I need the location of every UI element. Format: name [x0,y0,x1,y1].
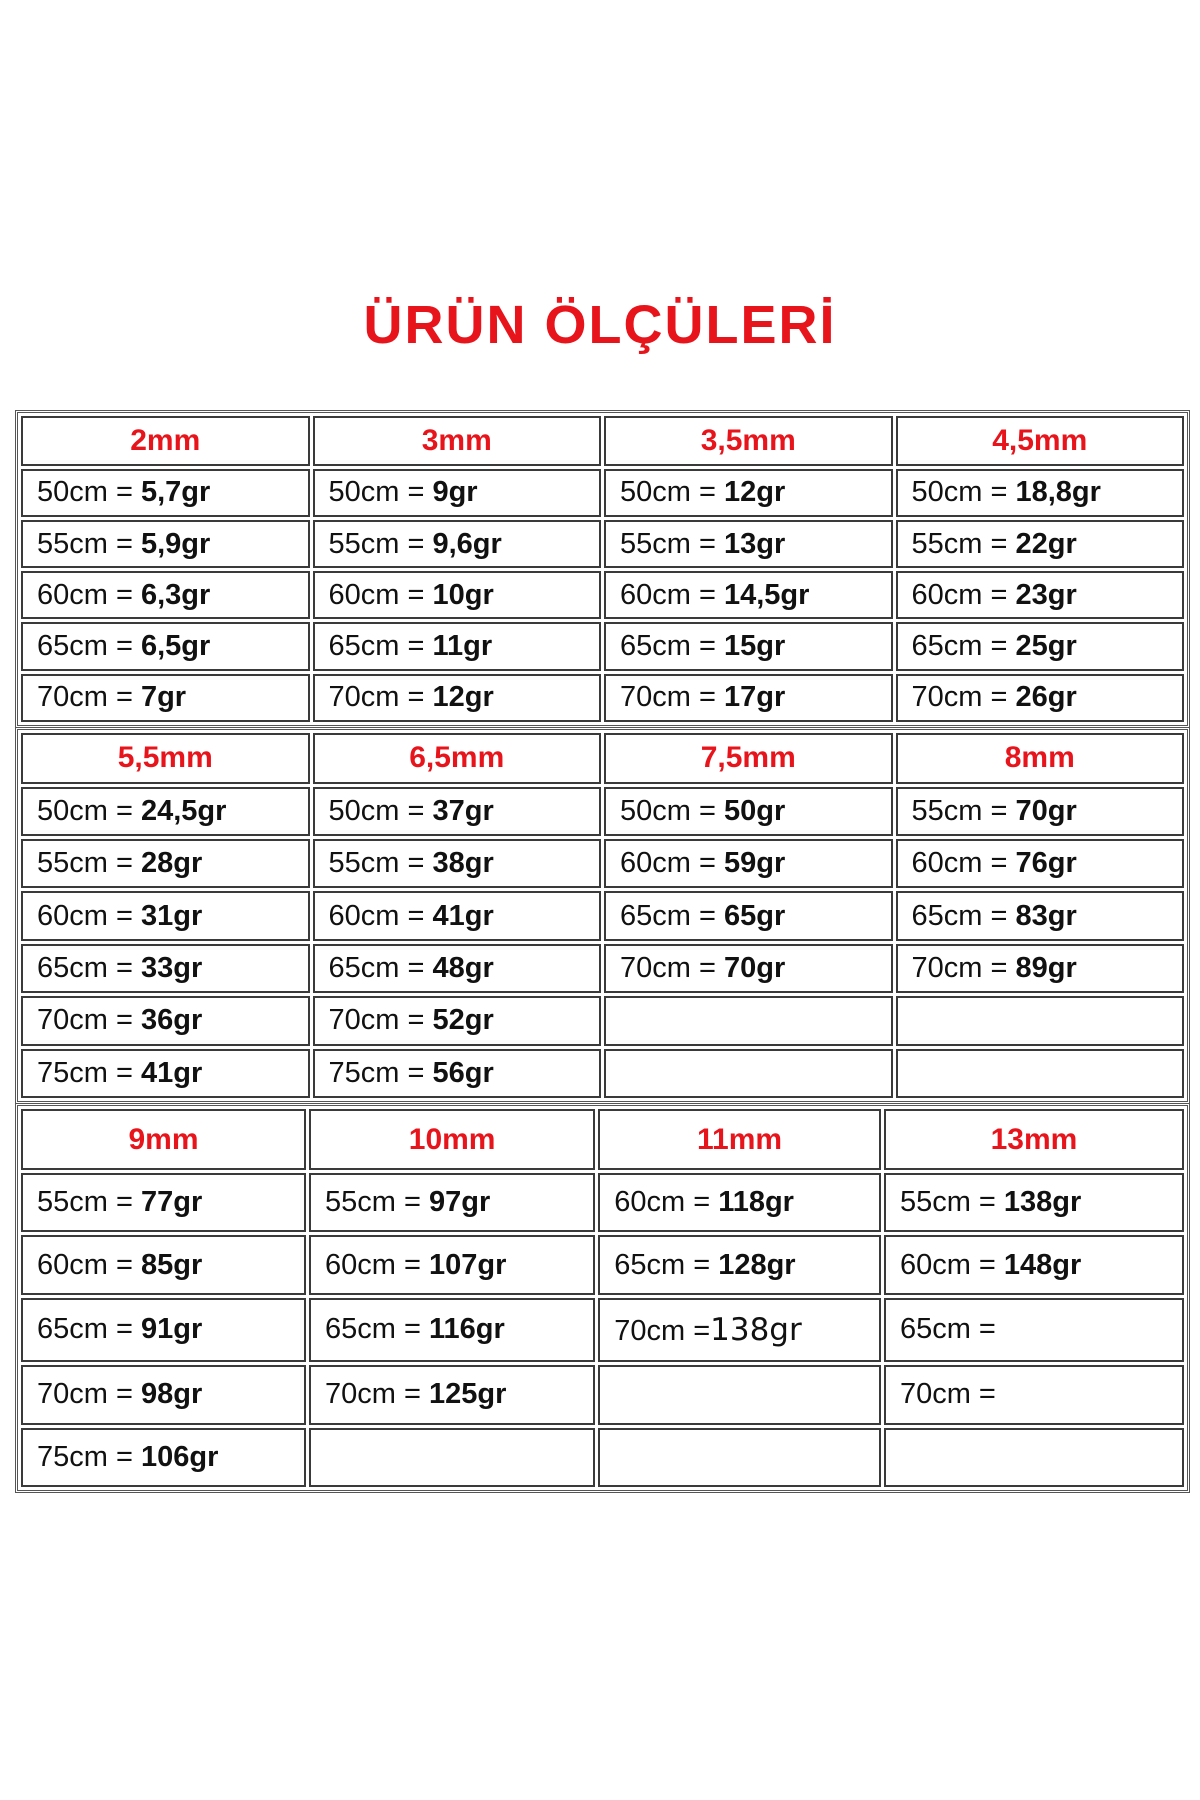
size-table-section-1 [15,410,1190,728]
weight-value: 138gr [1003,1186,1082,1219]
table-cell [21,944,310,993]
thickness-header: 4,5mm [896,416,1185,466]
length-label: 70cm = [37,1378,141,1411]
table-cell [598,1365,881,1424]
table-cell [313,674,602,722]
table-cell [309,1365,595,1424]
table-cell [896,571,1185,619]
table-row [21,891,1184,940]
table-cell [604,571,893,619]
length-label: 70cm = [911,952,1016,985]
thickness-header: 6,5mm [313,733,602,784]
length-label: 70cm = [911,681,1016,714]
length-label: 55cm = [899,1186,1004,1219]
weight-value: 23gr [1015,578,1077,611]
length-label: 70cm = [37,1004,141,1037]
length-label: 60cm = [620,847,724,880]
length-label: 60cm = [328,578,433,611]
weight-value: 148gr [1003,1248,1082,1281]
weight-value: 70gr [723,952,786,985]
length-label: 75cm = [37,1056,141,1089]
length-label: 70cm = [620,681,724,714]
weight-value: 41gr [432,899,494,932]
table-header-row [21,1109,1184,1170]
length-label: 60cm = [620,578,724,611]
weight-value: 18,8gr [1015,476,1101,509]
weight-value: 125gr [429,1378,507,1411]
table-row [21,944,1184,993]
length-label: 65cm = [328,952,433,985]
table-row [21,787,1184,836]
length-label: 70cm = [328,1004,433,1037]
page-title: ÜRÜN ÖLÇÜLERİ [363,295,837,355]
weight-value: 17gr [723,681,786,714]
length-label: 65cm = [911,630,1016,663]
length-label: 55cm = [911,794,1016,827]
weight-value: 37gr [432,794,494,827]
weight-value: 89gr [1015,952,1077,985]
table-cell [604,622,893,670]
table-cell [896,944,1185,993]
table-row [21,1365,1184,1424]
table-cell [598,1298,881,1362]
table-cell [604,944,893,993]
weight-value: 48gr [432,952,494,985]
table-cell [604,674,893,722]
length-label: 55cm = [37,847,141,880]
weight-value: 83gr [1015,899,1077,932]
weight-value: 138gr [710,1311,802,1348]
weight-value: 38gr [432,847,494,880]
table-cell [21,1173,306,1232]
table-cell [896,891,1185,940]
weight-value: 7gr [140,681,187,714]
table-cell [21,622,310,670]
weight-value: 22gr [1015,527,1077,560]
table-cell [313,571,602,619]
thickness-header: 9mm [21,1109,306,1170]
table-row [21,622,1184,670]
length-label: 55cm = [620,527,724,560]
table-cell [313,839,602,888]
table-cell [21,1365,306,1424]
table-cell [21,520,310,568]
table-cell [884,1298,1184,1362]
table-cell [309,1173,595,1232]
table-row [21,1235,1184,1294]
length-label: 50cm = [620,794,724,827]
weight-value: 10gr [432,578,494,611]
table-cell [313,944,602,993]
length-label: 50cm = [328,794,433,827]
length-label: 50cm = [37,794,141,827]
size-weight-table [18,1106,1187,1490]
weight-value: 76gr [1015,847,1077,880]
thickness-header: 8mm [896,733,1185,784]
weight-value: 25gr [1015,630,1077,663]
table-row [21,469,1184,517]
length-label: 70cm = [899,1378,996,1411]
length-label: 55cm = [328,527,433,560]
table-cell [313,622,602,670]
size-weight-table [18,730,1187,1101]
weight-value: 118gr [718,1186,794,1219]
length-label: 65cm = [620,630,724,663]
table-cell [313,996,602,1045]
table-cell [604,891,893,940]
weight-value: 116gr [429,1313,505,1346]
table-cell [313,469,602,517]
weight-value: 13gr [723,527,786,560]
size-table-section-2 [15,727,1190,1104]
length-label: 70cm = [620,952,724,985]
table-cell [21,1049,310,1098]
weight-value: 59gr [723,847,786,880]
table-cell [896,674,1185,722]
thickness-header: 10mm [309,1109,595,1170]
weight-value: 11gr [432,630,493,663]
weight-value: 5,9gr [140,527,211,560]
table-cell [884,1173,1184,1232]
weight-value: 106gr [140,1440,219,1473]
weight-value: 6,3gr [140,578,211,611]
size-weight-table [18,413,1187,725]
length-label: 70cm = [325,1378,429,1411]
table-row [21,996,1184,1045]
table-cell [21,839,310,888]
weight-value: 12gr [432,681,494,714]
table-header-row [21,416,1184,466]
length-label: 50cm = [620,476,724,509]
table-cell [598,1173,881,1232]
table-cell [309,1298,595,1362]
table-cell [604,839,893,888]
table-cell [313,787,602,836]
table-cell [21,996,310,1045]
weight-value: 6,5gr [140,630,211,663]
table-row [21,1428,1184,1487]
weight-value: 128gr [718,1248,796,1281]
table-cell [604,520,893,568]
table-cell [604,1049,893,1098]
thickness-header: 2mm [21,416,310,466]
length-label: 60cm = [899,1248,1004,1281]
length-label: 60cm = [37,899,141,932]
table-cell [896,996,1185,1045]
length-label: 65cm = [899,1313,996,1346]
weight-value: 15gr [723,630,786,663]
thickness-header: 3,5mm [604,416,893,466]
weight-value: 9gr [432,476,478,509]
weight-value: 85gr [140,1248,203,1281]
table-row [21,839,1184,888]
table-row [21,1173,1184,1232]
length-label: 65cm = [37,630,141,663]
table-row [21,1298,1184,1362]
weight-value: 52gr [432,1004,494,1037]
size-table-section-3 [15,1103,1190,1493]
table-cell [21,674,310,722]
thickness-header: 3mm [313,416,602,466]
length-label: 65cm = [325,1313,429,1346]
table-cell [598,1235,881,1294]
table-cell [896,520,1185,568]
table-row [21,674,1184,722]
weight-value: 65gr [723,899,786,932]
weight-value: 31gr [140,899,203,932]
thickness-header: 13mm [884,1109,1184,1170]
length-label: 60cm = [911,847,1016,880]
length-label: 60cm = [37,578,141,611]
weight-value: 14,5gr [723,578,810,611]
length-label: 70cm = [614,1314,711,1347]
length-label: 60cm = [328,899,433,932]
table-cell [884,1235,1184,1294]
table-cell [21,891,310,940]
length-label: 65cm = [911,899,1016,932]
table-cell [896,622,1185,670]
length-label: 70cm = [37,681,141,714]
table-cell [884,1365,1184,1424]
weight-value: 41gr [140,1056,203,1089]
table-cell [604,787,893,836]
weight-value: 12gr [723,476,786,509]
length-label: 55cm = [328,847,433,880]
length-label: 55cm = [37,1186,141,1219]
table-cell [309,1428,595,1487]
length-label: 70cm = [328,681,433,714]
weight-value: 97gr [429,1186,491,1219]
table-cell [313,891,602,940]
table-cell [896,469,1185,517]
length-label: 60cm = [911,578,1016,611]
table-cell [309,1235,595,1294]
weight-value: 70gr [1015,794,1077,827]
weight-value: 36gr [140,1004,203,1037]
table-cell [21,787,310,836]
length-label: 65cm = [37,952,141,985]
length-label: 65cm = [328,630,433,663]
table-row [21,520,1184,568]
thickness-header: 5,5mm [21,733,310,784]
weight-value: 98gr [140,1378,203,1411]
table-header-row [21,733,1184,784]
length-label: 60cm = [37,1248,141,1281]
length-label: 65cm = [614,1248,719,1281]
table-cell [604,469,893,517]
length-label: 60cm = [325,1248,429,1281]
table-row [21,1049,1184,1098]
table-cell [21,1298,306,1362]
weight-value: 24,5gr [140,794,227,827]
length-label: 60cm = [614,1186,719,1219]
table-row [21,571,1184,619]
length-label: 50cm = [328,476,433,509]
table-cell [21,469,310,517]
weight-value: 77gr [140,1186,203,1219]
length-label: 55cm = [37,527,141,560]
table-cell [313,1049,602,1098]
table-cell [21,1235,306,1294]
weight-value: 28gr [140,847,203,880]
table-cell [896,839,1185,888]
thickness-header: 7,5mm [604,733,893,784]
table-cell [604,996,893,1045]
length-label: 75cm = [328,1056,433,1089]
length-label: 50cm = [37,476,141,509]
thickness-header: 11mm [598,1109,881,1170]
table-cell [598,1428,881,1487]
length-label: 75cm = [37,1440,141,1473]
weight-value: 56gr [432,1056,494,1089]
weight-value: 5,7gr [140,476,211,509]
weight-value: 26gr [1015,681,1077,714]
table-cell [896,1049,1185,1098]
weight-value: 91gr [140,1313,203,1346]
table-cell [896,787,1185,836]
length-label: 65cm = [620,899,724,932]
weight-value: 9,6gr [432,527,502,560]
table-cell [21,571,310,619]
table-cell [313,520,602,568]
weight-value: 50gr [723,794,786,827]
length-label: 50cm = [911,476,1016,509]
table-cell [21,1428,306,1487]
length-label: 55cm = [325,1186,429,1219]
table-cell [884,1428,1184,1487]
weight-value: 33gr [140,952,203,985]
length-label: 55cm = [911,527,1016,560]
weight-value: 107gr [429,1248,507,1281]
length-label: 65cm = [37,1313,141,1346]
